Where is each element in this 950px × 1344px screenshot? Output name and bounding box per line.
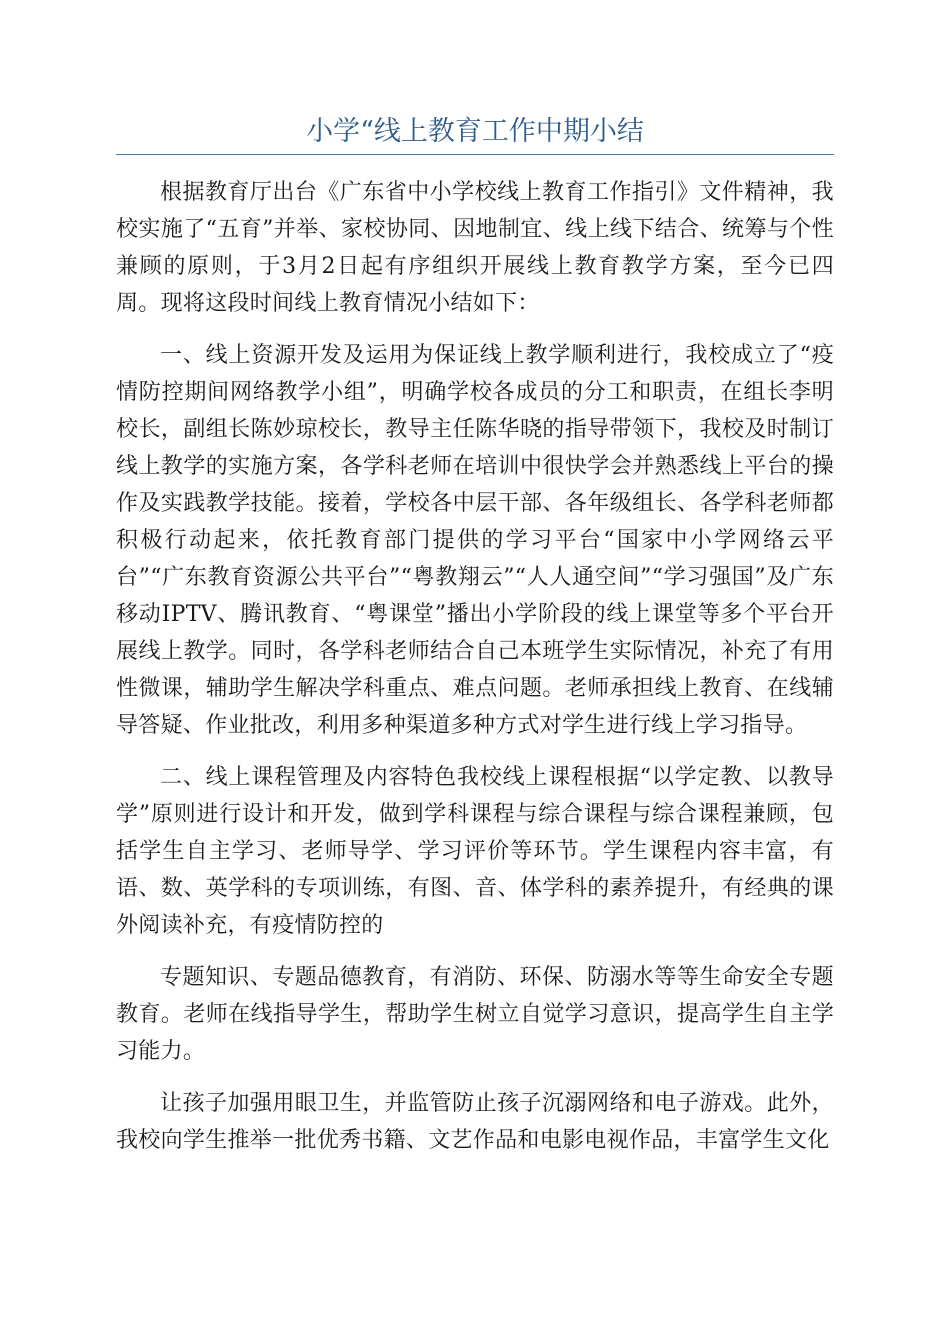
document-body xyxy=(116,174,834,1174)
paragraph-section-1: 一、线上资源开发及运用为保证线上教学顺利进行，我校成立了“疫情防控期间网络教学小组”，明确学校各成员的分工和职责，在组长李明校长，副组长陈妙琼校长，教导主任陈华晓的指导带领下，我校及时制订线上教学的实施方案，各学科老师在培训中很快学会并熟悉线上平台的操作及实践教学技能。接着，学校各中层干部、各年级组长、各学科老师都积极行动起来，依托教育部门提供的学习平台“国家中小学网络云平台”“广东教育资源公共平台”“粤教翔云”“人人通空间”“学习强国”及广东移动IPTV、腾讯教育、“粤课堂”播出小学阶段的线上课堂等多个平台开展线上教学。同时，各学科老师结合自己本班学生实际情况，补充了有用性微课，辅助学生解决学科重点、难点问题。老师承担线上教育、在线辅导答疑、作业批改，利用多种渠道多种方式对学生进行线上学习指导。 xyxy=(116,343,834,738)
paragraph-eye-care: 让孩子加强用眼卫生，并监管防止孩子沉溺网络和电子游戏。此外，我校向学生推举一批优秀书籍、文艺作品和电影电视作品，丰富学生文化 xyxy=(116,1091,834,1153)
paragraph-section-2: 二、线上课程管理及内容特色我校线上课程根据“以学定教、以教导学”原则进行设计和开发，做到学科课程与综合课程与综合课程兼顾，包括学生自主学习、老师导学、学习评价等环节。学生课程内容丰富，有语、数、英学科的专项训练，有图、音、体学科的素养提升，有经典的课外阅读补充，有疫情防控的 xyxy=(116,765,834,938)
paragraph-intro: 根据教育厅出台《广东省中小学校线上教育工作指引》文件精神，我校实施了“五育”并举、家校协同、因地制宜、线上线下结合、统筹与个性兼顾的原则，于3月2日起有序组织开展线上教育教学方案，至今已四周。现将这段时间线上教育情况小结如下： xyxy=(116,180,834,316)
document-title: 小学“线上教育工作中期小结 xyxy=(306,116,644,147)
title-underline xyxy=(116,154,834,155)
paragraph-section-2-continued: 专题知识、专题品德教育，有消防、环保、防溺水等等生命安全专题教育。老师在线指导学生，帮助学生树立自觉学习意识，提高学生自主学习能力。 xyxy=(116,965,834,1064)
